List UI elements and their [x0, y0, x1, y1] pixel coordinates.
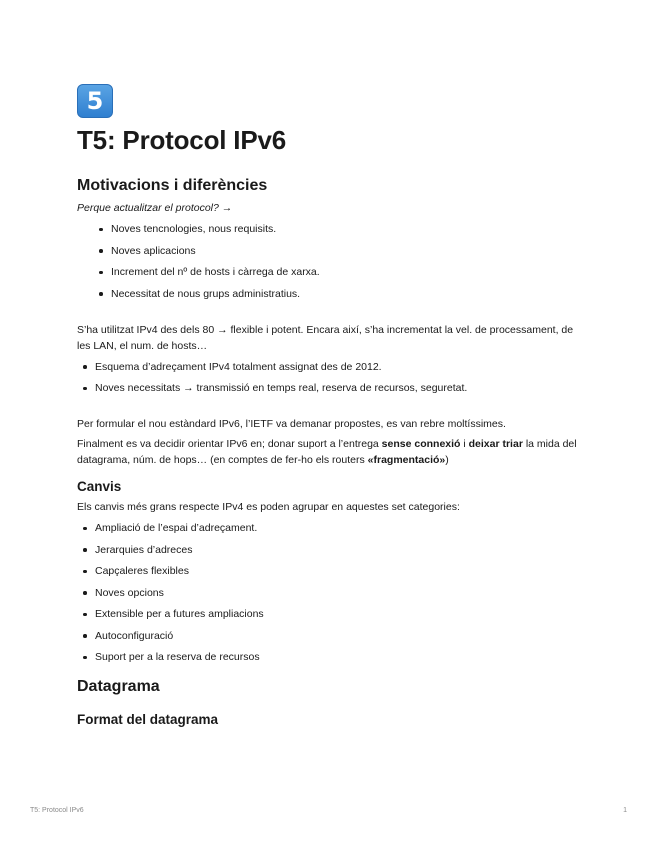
bold-text: sense connexió	[381, 438, 461, 450]
list-item: Ampliació de l’espai d’adreçament.	[77, 520, 582, 536]
bold-text: «fragmentació»	[367, 454, 446, 466]
keycap-five-icon: 5	[77, 84, 113, 118]
motivacions-question: Perque actualitzar el protocol? →	[77, 202, 233, 214]
motivacions-paragraph-1: S’ha utilitzat IPv4 des dels 80 → flexible i potent. Encara així, s’ha incrementat la vel. de processament, de les LAN, el num. de hosts…	[77, 323, 574, 352]
text-run: la mida del datagrama, núm. de hops… (en comptes de fer-ho els routers	[77, 438, 577, 466]
list-item: Esquema d’adreçament IPv4 totalment assignat des de 2012.	[77, 359, 582, 375]
page-number: 1	[623, 807, 627, 814]
list-item: Autoconfiguració	[77, 628, 582, 644]
list-item: Jerarquies d’adreces	[77, 542, 582, 558]
section-heading-motivacions: Motivacions i diferències	[77, 177, 268, 194]
list-item: Extensible per a futures ampliacions	[77, 606, 582, 622]
footer-title: T5: Protocol IPv6	[30, 807, 84, 814]
list-item: Noves tencnologies, nous requisits.	[77, 221, 582, 237]
subsection-heading-format: Format del datagrama	[77, 712, 219, 727]
bold-text: deixar triar	[468, 438, 523, 450]
motivacions-paragraph-2: Per formular el nou estàndard IPv6, l’IETF va demanar propostes, es van rebre moltíssimes.	[77, 418, 506, 430]
section-heading-datagrama: Datagrama	[77, 678, 160, 695]
list-item: Necessitat de nous grups administratius.	[77, 286, 582, 302]
list-item: Noves opcions	[77, 585, 582, 601]
list-item: Noves aplicacions	[77, 243, 582, 259]
motivacions-list	[77, 221, 582, 302]
canvis-list	[77, 520, 582, 665]
motivacions-paragraph-3	[77, 436, 582, 468]
page-title: T5: Protocol IPv6	[77, 125, 286, 155]
list-item: Increment del nº de hosts i càrrega de xarxa.	[77, 264, 582, 280]
text-run: Finalment es va decidir orientar IPv6 en; donar suport a l’entrega	[77, 438, 382, 450]
canvis-intro: Els canvis més grans respecte IPv4 es poden agrupar en aquestes set categories:	[77, 501, 460, 513]
text-run: )	[445, 454, 449, 466]
ipv4-limits-list	[77, 359, 582, 397]
list-item: Suport per a la reserva de recursos	[77, 649, 582, 665]
document-page	[77, 84, 582, 729]
list-item: Noves necessitats → transmissió en temps real, reserva de recursos, seguretat.	[77, 380, 582, 396]
text-run: i	[460, 438, 469, 450]
section-heading-canvis: Canvis	[77, 479, 122, 494]
list-item: Capçaleres flexibles	[77, 563, 582, 579]
